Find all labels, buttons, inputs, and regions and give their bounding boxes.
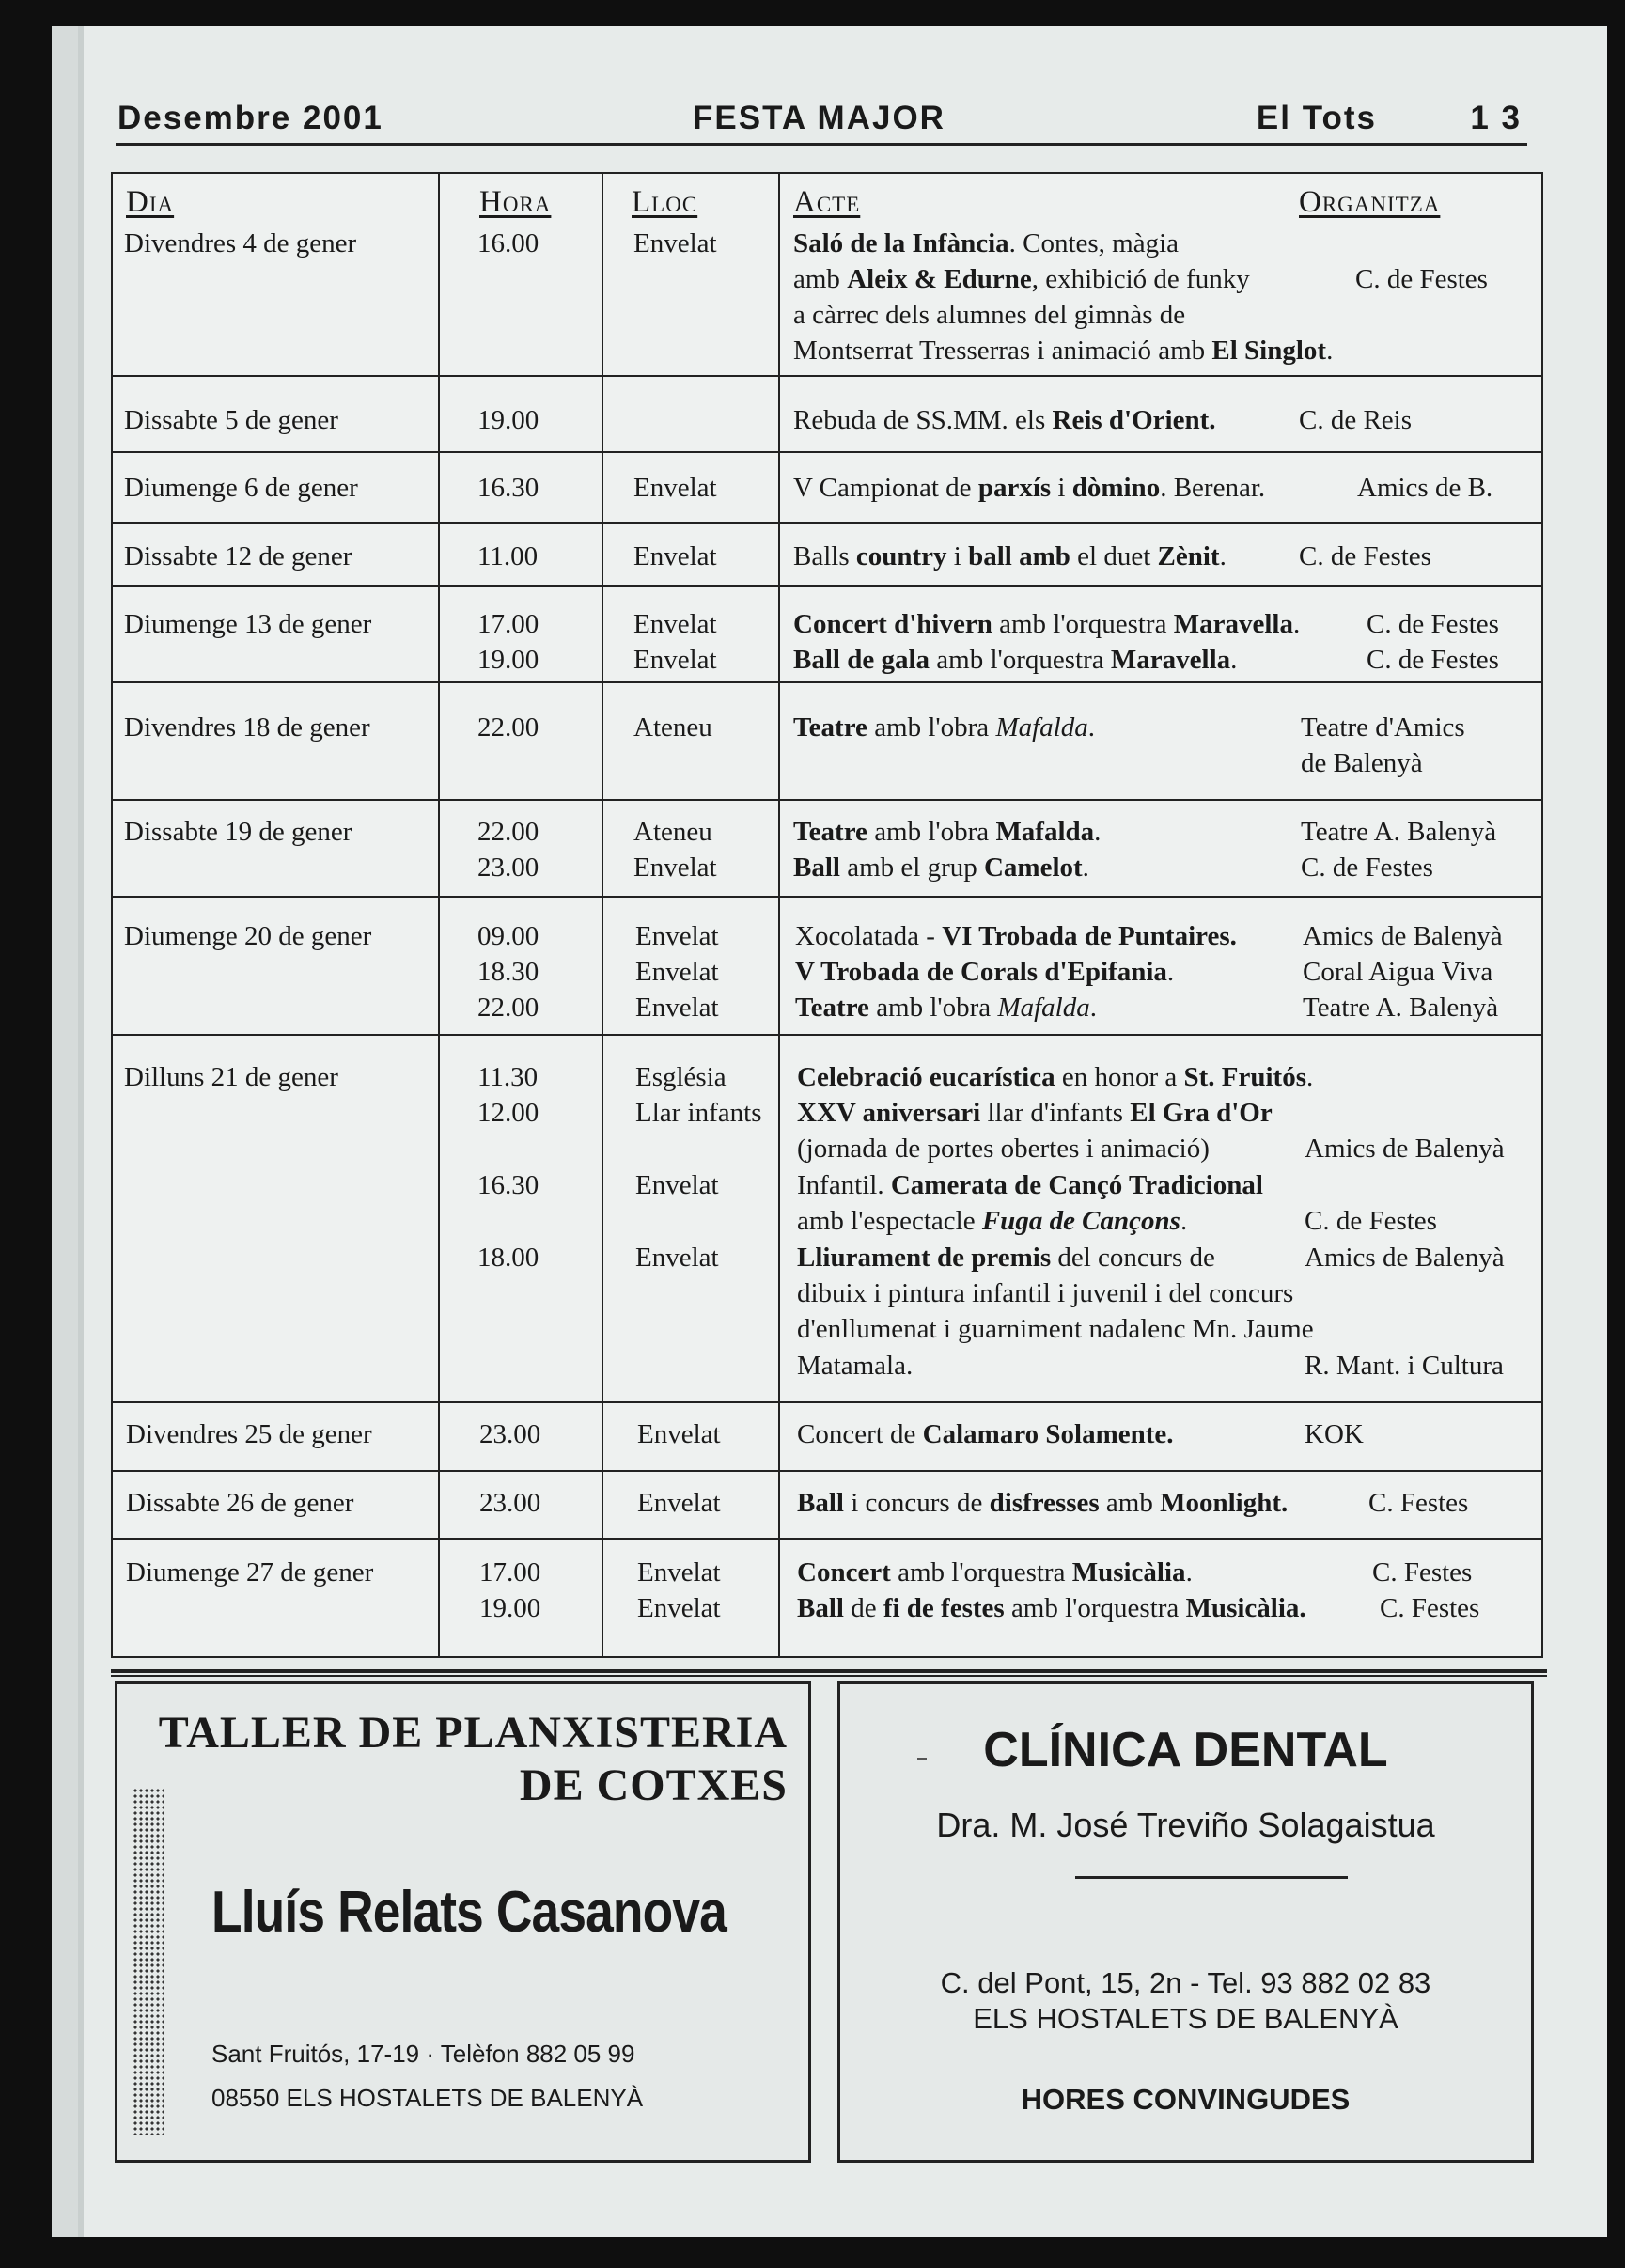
row-place: Envelat — [637, 1557, 721, 1588]
row-place: Envelat — [637, 1419, 721, 1449]
section-rule — [111, 1669, 1547, 1673]
row-acte-line: Teatre amb l'obra Mafalda. — [795, 993, 1097, 1023]
row-acte-line: Teatre amb l'obra Mafalda. — [793, 817, 1102, 847]
row-place: Envelat — [633, 645, 717, 675]
row-organizer: Teatre A. Balenyà — [1301, 817, 1497, 847]
row-acte-line: Concert de Calamaro Solamente. — [797, 1419, 1174, 1449]
row-place: Ateneu — [633, 712, 712, 743]
row-time: 11.30 — [477, 1062, 539, 1092]
row-divider — [113, 585, 1541, 587]
row-place: Envelat — [637, 1488, 721, 1518]
row-acte-line: Ball de fi de festes amb l'orquestra Musicàlia. — [797, 1593, 1306, 1623]
row-acte-line: V Trobada de Corals d'Epifania. — [795, 957, 1175, 987]
row-acte-line: Teatre amb l'obra Mafalda. — [793, 712, 1095, 743]
row-time: 23.00 — [479, 1419, 541, 1449]
row-organizer: C. de Festes — [1299, 541, 1431, 571]
row-organizer: Teatre d'Amics — [1301, 712, 1465, 743]
page-header — [116, 79, 1527, 146]
row-day: Dissabte 26 de gener — [126, 1488, 354, 1518]
row-time: 16.30 — [477, 1170, 539, 1200]
row-acte-line: Rebuda de SS.MM. els Reis d'Orient. — [793, 405, 1216, 435]
row-divider — [113, 375, 1541, 377]
page-spine — [52, 26, 78, 2237]
row-time: 19.00 — [477, 405, 539, 435]
column-divider — [438, 174, 440, 1656]
header-date: Desembre 2001 — [117, 100, 383, 136]
row-organizer: C. Festes — [1372, 1557, 1473, 1588]
ad-clinica-dental — [837, 1681, 1534, 2163]
schedule-table — [111, 172, 1543, 1658]
ad-clinica-address: C. del Pont, 15, 2n - Tel. 93 882 02 83 — [940, 1966, 1431, 1999]
row-acte-line: Balls country i ball amb el duet Zènit. — [793, 541, 1227, 571]
row-place: Llar infants — [635, 1098, 762, 1128]
row-organizer: C. de Festes — [1367, 609, 1499, 639]
row-acte-line: dibuix i pintura infantil i juvenil i del concurs — [797, 1278, 1294, 1308]
row-acte-line: Montserrat Tresserras i animació amb El Singlot. — [793, 336, 1334, 366]
row-day: Dilluns 21 de gener — [124, 1062, 338, 1092]
row-acte-line: amb l'espectacle Fuga de Cançons. — [797, 1206, 1188, 1236]
row-day: Divendres 4 de gener — [124, 228, 357, 258]
row-place: Envelat — [633, 228, 717, 258]
header-title: FESTA MAJOR — [693, 100, 945, 136]
section-rule — [111, 1675, 1547, 1677]
row-place: Envelat — [635, 957, 719, 987]
row-place: Ateneu — [633, 817, 712, 847]
column-divider — [602, 174, 603, 1656]
page-number: 1 3 — [1470, 100, 1522, 136]
column-header-organitza: Organitza — [1299, 185, 1441, 219]
row-organizer: Amics de B. — [1357, 473, 1493, 503]
row-time: 16.30 — [477, 473, 539, 503]
row-day: Diumenge 20 de gener — [124, 921, 372, 951]
row-day: Diumenge 27 de gener — [126, 1557, 374, 1588]
row-time: 16.00 — [477, 228, 539, 258]
row-time: 22.00 — [477, 993, 539, 1023]
row-organizer: Coral Aigua Viva — [1303, 957, 1493, 987]
row-organizer: C. de Festes — [1301, 852, 1433, 883]
row-time: 17.00 — [477, 609, 539, 639]
row-acte-line: Infantil. Camerata de Cançó Tradicional — [797, 1170, 1263, 1200]
row-acte-line: Concert amb l'orquestra Musicàlia. — [797, 1557, 1193, 1588]
row-divider — [113, 896, 1541, 898]
row-time: 12.00 — [477, 1098, 539, 1128]
row-acte-line: Matamala. — [797, 1351, 914, 1381]
row-place: Envelat — [633, 609, 717, 639]
ad-taller-address: Sant Fruitós, 17-19 · Telèfon 882 05 99 — [211, 2040, 635, 2068]
row-organizer: Amics de Balenyà — [1303, 921, 1503, 951]
row-time: 09.00 — [477, 921, 539, 951]
ad-taller-city: 08550 ELS HOSTALETS DE BALENYÀ — [211, 2084, 644, 2112]
row-organizer: C. Festes — [1380, 1593, 1480, 1623]
row-time: 23.00 — [477, 852, 539, 883]
row-day: Divendres 25 de gener — [126, 1419, 372, 1449]
row-acte-line: XXV aniversari llar d'infants El Gra d'Or — [797, 1098, 1273, 1128]
row-organizer: C. Festes — [1368, 1488, 1469, 1518]
row-organizer: C. de Festes — [1355, 264, 1488, 294]
dot-pattern-decoration — [133, 1788, 164, 2135]
column-header-dia: Dia — [126, 185, 175, 219]
row-acte-line: Celebració eucarística en honor a St. Fruitós. — [797, 1062, 1314, 1092]
row-time: 18.00 — [477, 1243, 539, 1273]
ad-clinica-title: CLÍNICA DENTAL — [983, 1723, 1388, 1777]
row-organizer: C. de Festes — [1305, 1206, 1437, 1236]
row-time: 18.30 — [477, 957, 539, 987]
ad-clinica-doctor: Dra. M. José Treviño Solagaistua — [936, 1806, 1435, 1844]
row-time: 23.00 — [479, 1488, 541, 1518]
row-day: Dissabte 12 de gener — [124, 541, 352, 571]
row-organizer: R. Mant. i Cultura — [1305, 1351, 1504, 1381]
row-organizer: Amics de Balenyà — [1305, 1243, 1505, 1273]
row-acte-line: (jornada de portes obertes i animació) — [797, 1134, 1210, 1164]
row-place: Església — [635, 1062, 727, 1092]
row-day: Diumenge 6 de gener — [124, 473, 358, 503]
row-place: Envelat — [635, 1243, 719, 1273]
row-divider — [113, 522, 1541, 524]
row-divider — [113, 1034, 1541, 1036]
page-spine-shadow — [78, 26, 84, 2237]
row-day: Dissabte 5 de gener — [124, 405, 338, 435]
ad-taller-planxisteria — [115, 1681, 811, 2163]
row-place: Envelat — [635, 1170, 719, 1200]
row-acte-line: d'enllumenat i guarniment nadalenc Mn. Jaume — [797, 1314, 1314, 1344]
row-divider — [113, 799, 1541, 801]
ad-taller-title-line1: TALLER DE PLANXISTERIA — [158, 1708, 788, 1758]
row-acte-line: Concert d'hivern amb l'orquestra Maravella. — [793, 609, 1301, 639]
row-place: Envelat — [633, 852, 717, 883]
row-organizer: Teatre A. Balenyà — [1303, 993, 1499, 1023]
row-organizer: C. de Reis — [1299, 405, 1413, 435]
row-divider — [113, 451, 1541, 453]
row-day: Diumenge 13 de gener — [124, 609, 372, 639]
row-place: Envelat — [635, 993, 719, 1023]
row-divider — [113, 1470, 1541, 1472]
ad-clinica-hours: HORES CONVINGUDES — [1021, 2083, 1351, 2116]
row-acte-line: Ball amb el grup Camelot. — [793, 852, 1089, 883]
column-header-acte: Acte — [793, 185, 861, 219]
ad-taller-title-line2: DE COTXES — [519, 1760, 788, 1810]
row-time: 11.00 — [477, 541, 539, 571]
row-time: 17.00 — [479, 1557, 541, 1588]
row-acte-line: Ball de gala amb l'orquestra Maravella. — [793, 645, 1238, 675]
row-divider — [113, 681, 1541, 683]
row-acte-line: Xocolatada - VI Trobada de Puntaires. — [795, 921, 1237, 951]
row-time: 19.00 — [479, 1593, 541, 1623]
row-acte-line: V Campionat de parxís i dòmino. Berenar. — [793, 473, 1266, 503]
row-acte-line: Ball i concurs de disfresses amb Moonlight. — [797, 1488, 1289, 1518]
ad-clinica-divider — [1075, 1876, 1348, 1879]
row-organizer: KOK — [1305, 1419, 1364, 1449]
row-place: Envelat — [635, 921, 719, 951]
row-place: Envelat — [633, 473, 717, 503]
row-day: Divendres 18 de gener — [124, 712, 370, 743]
row-acte-line: a càrrec dels alumnes del gimnàs de — [793, 300, 1186, 330]
row-organizer: C. de Festes — [1367, 645, 1499, 675]
column-divider — [778, 174, 780, 1656]
ad-clinica-city: ELS HOSTALETS DE BALENYÀ — [973, 2002, 1398, 2035]
row-time: 22.00 — [477, 712, 539, 743]
row-day: Dissabte 19 de gener — [124, 817, 352, 847]
row-divider — [113, 1538, 1541, 1540]
ad-taller-name: Lluís Relats Casanova — [211, 1880, 727, 1945]
row-time: 22.00 — [477, 817, 539, 847]
row-organizer: de Balenyà — [1301, 748, 1423, 778]
row-acte-line: Saló de la Infància. Contes, màgia — [793, 228, 1180, 258]
column-header-hora: Hora — [479, 185, 552, 219]
row-place: Envelat — [637, 1593, 721, 1623]
row-organizer: Amics de Balenyà — [1305, 1134, 1505, 1164]
column-header-lloc: Lloc — [632, 185, 698, 219]
row-acte-line: Lliurament de premis del concurs de — [797, 1243, 1215, 1273]
row-divider — [113, 1401, 1541, 1403]
header-magazine: El Tots — [1256, 100, 1377, 136]
row-time: 19.00 — [477, 645, 539, 675]
row-place: Envelat — [633, 541, 717, 571]
row-acte-line: amb Aleix & Edurne, exhibició de funky — [793, 264, 1250, 294]
